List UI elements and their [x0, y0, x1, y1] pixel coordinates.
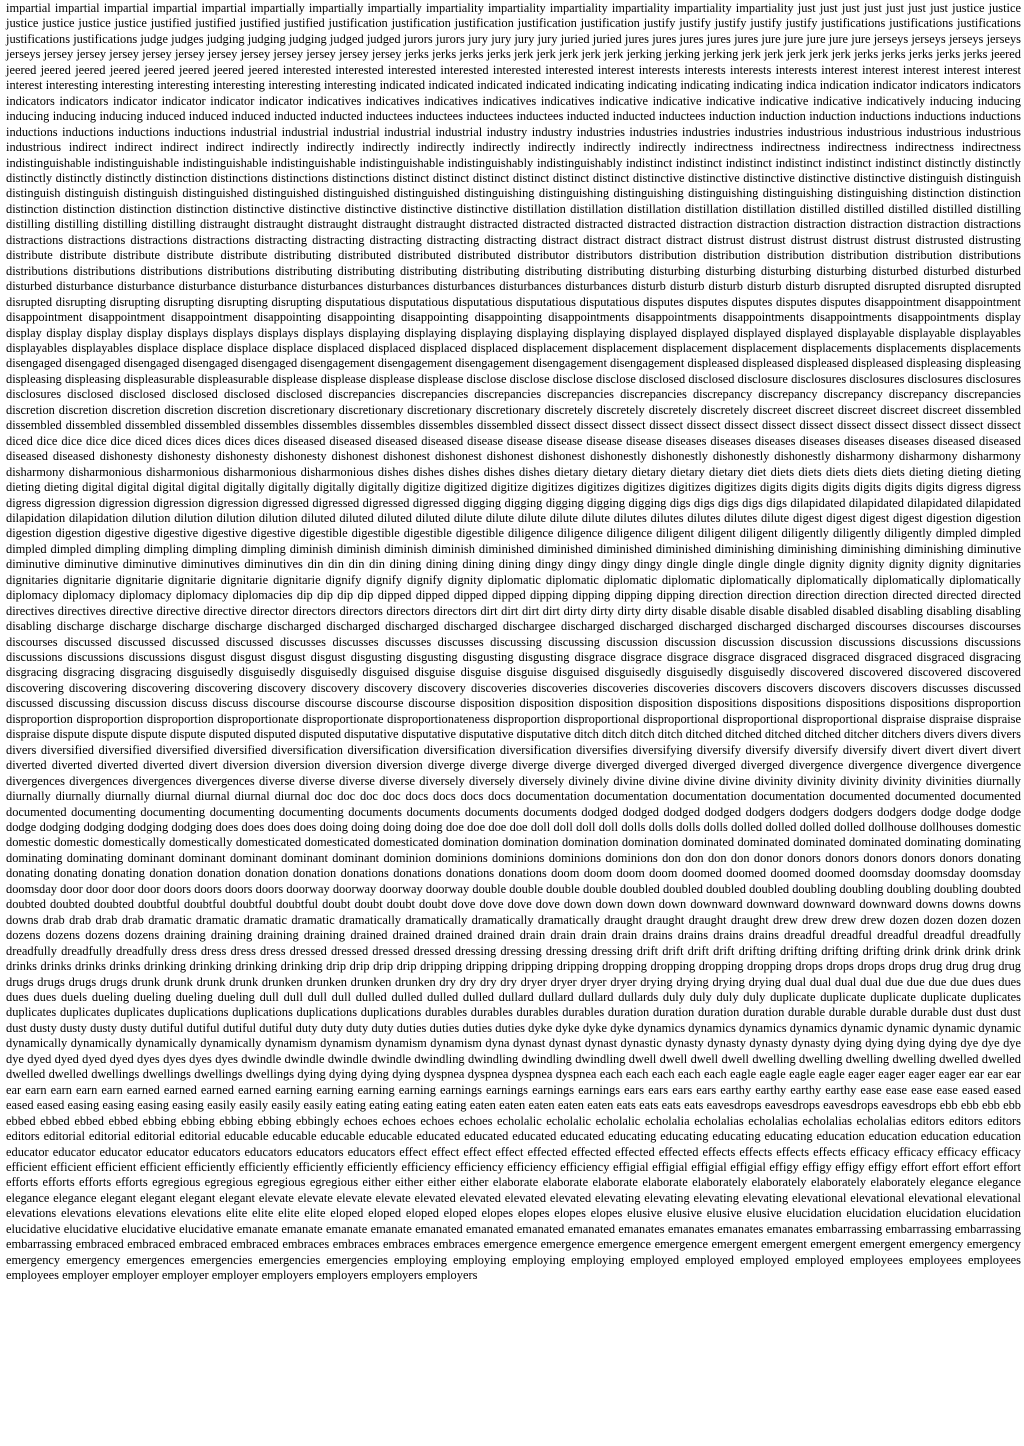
word-list-text: impartial impartial impartial impartial impartial impartially impartially impartially impartiality impartiality impartiality impartiality impartiality impartiality just just just just just just just justice justice justice justice justice justice justified justified justified justified justification justification justification justification justification justify justify justify justify justify justifications justifications justifications justifications justifications judge judges judging judging judging judged judged jurors jurors jury jury jury jury juried juried jures jures jures jures jures jure jure jure jure jure jerseys jerseys jerseys jerseys jerseys jersey jersey jersey jersey jersey jersey jersey jersey jersey jersey jersey jerks jerks jerks jerks jerk jerk jerk jerk jerk jerking jerking jerking jerk jerk jerk jerk jerk jerks jerks jerks jerks jerks jeered jeered jeered jeered jeered jeered jeered jeered jeered interested interested interested interested interested interested interest interests interests interests interests interest interest interest interest interest interest interesting interesting interesting interesting interesting interesting indicated indicated indicated indicated indicating indicating indicating indicating indica indication indicator indicators indicators indicators indicators indicator indicator indicator indicator indicatives indicatives indicatives indicatives indicatives indicative indicative indicative indicative indicative indicatively inducing inducing inducing inducing inducing induced induced induced inducted inducted inductees inductees inductees inductees inducted inducted inductees induction induction induction inductions inductions inductions inductions inductions inductions inductions industrial industrial industrial industrial industrial industry industry industries industries industries industries industrious industrious industrious industrious industrious indirect indirect indirect indirect indirectly indirectly indirectly indirectly indirectly indirectly indirectly indirectly indirectness indirectness indirectness indirectness indirectness indistinguishable indistinguishable indistinguishable indistinguishable indistinguishable indistinguishably indistinguishably indistinct indistinct indistinct indistinct indistinct indistinct distinctly distinctly distinctly distinctly distinctly distinction distinctions distinctions distinctions distinct distinct distinct distinct distinct distinct distinctive distinctive distinctive distinctive distinctive distinguish distinguish distinguish distinguish distinguish distinguished distinguished distinguished distinguished distinguishing distinguishing distinguishing distinguishing distinguishing distinguishing distinction distinction distinction distinction distinction distinction distinctive distinctive distinctive distinctive distinctive distillation distillation distillation distillation distillation distilled distilled distilled distilled distilling distilling distilling distilling distilling distraught distraught distraught distraught distraught distracted distracted distracted distracted distraction distraction distraction distraction distraction distractions distractions distractions distractions distractions distracting distracting distracting distracting distracting distract distract distract distract distrust distrust distrust distrust distrust distrusted distrusting distribute distribute distribute distribute distribute distributing distributed distributed distributed distributor distributors distribution distribution distribution distribution distribution distributions distributions distributions distributions distributions distributing distributing distributing distributing distributing distributing disturbing disturbing disturbing disturbing disturbed disturbed disturbed disturbed disturbance disturbance disturbance disturbance disturbances disturbances disturbances disturbances disturbances disturb disturb disturb disturb disturb disrupted disrupted disrupted disrupted disrupted disrupting disrupting disrupting disrupting disrupting disputatious disputatious disputatious disputatious disputatious disputes disputes disputes disputes disputes disappointment disappointment disappointment disappointment disappointment disappointing disappointing disappointing disappointing disappointments disappointments disappointments disappointments disappointments display display display display display displays displays displays displays displaying displaying displaying displaying displaying displayed displayed displayed displayed displayable displayable displayables displayables displayables displace displace displace displace displaced displaced displaced displaced displacement displacement displacement displacement displacements displacements displacements disengaged disengaged disengaged disengaged disengaged disengagement disengagement disengagement disengagement disengagement displeased displeased displeased displeased displeasing displeasing displeasing displeasing displeasurable displeasurable displease displease displease displease disclose disclose disclose disclose disclosed disclosed disclosure disclosures disclosures disclosures disclosures disclosures disclosed disclosed disclosed disclosed disclosed discrepancies discrepancies discrepancies discrepancies discrepancies discrepancy discrepancy discrepancy discrepancy discrepancies discretion discretion discretion discretion discretion discretionary discretionary discretionary discretionary discretely discretely discretely discretely discreet discreet discreet discreet discreet dissembled dissembled dissembled dissembled dissembled dissembles dissembles dissembles dissembles dissembled dissect dissect dissect dissect dissect dissect dissect dissect dissect dissect dissect dissect dissect diced dice dice dice dice diced dices dices dices dices diseased diseased diseased diseased disease disease disease disease disease diseases diseases diseases diseases diseases diseases diseased diseased diseased diseased dishonesty dishonesty dishonesty dishonesty dishonest dishonest dishonest dishonest dishonest dishonestly dishonestly dishonestly dishonestly disharmony disharmony disharmony disharmony disharmonious disharmonious disharmonious disharmonious dishes dishes dishes dishes dishes dietary dietary dietary dietary dietary diet diets diets diets diets diets dieting dieting dieting dieting dieting digital digital digital digital digitally digitally digitally digitally digitize digitized digitize digitizes digitizes digitizes digitizes digitizes digits digits digits digits digits digits digress digress digress digression digression digression digression digressed digressed digressed digressed digging digging digging digging digging digs digs digs digs digs dilapidated dilapidated dilapidated dilapidated dilapidation dilapidation dilution dilution dilution dilution diluted diluted diluted diluted dilute dilute dilute dilute dilute dilutes dilutes dilutes dilutes dilute digest digest digest digest digestion digestion digestion digestion digestive digestive digestive digestive digestible digestible digestible digestible diligence diligence diligence diligent diligent diligent diligently diligently diligently dimpled dimpled dimpled dimpled dimpling dimpling dimpling dimpling diminish diminish diminish diminish diminished diminished diminished diminished diminishing diminishing diminishing diminishing diminutive diminutive diminutive diminutive diminutives diminutives din din din din dining dining dining dining dingy dingy dingy dingy dingle dingle dingle dingle dignity dignity dignity dignity dignitaries dignitaries dignitarie dignitarie dignitarie dignitarie dignitarie dignify dignify dignify dignity diplomatic diplomatic diplomatic diplomatic diplomatically diplomatically diplomatically diplomatically diplomacy diplomacy diplomacy diplomacy diplomacies dip dip dip dip dipped dipped dipped dipped dipping dipping dipping dipping direction direction direction direction directed directed directed directives directives directive directive directive director directors directors directors directors dirt dirt dirt dirt dirty dirty dirty dirty disable disable disable disabled disabled disabling disabling disabling disabling discharge discharge discharge discharge discharged discharged discharged discharged dischargee discharged discharged discharged discharged discharged discourses discourses discourses discourses discussed discussed discussed discussed discusses discusses discusses discusses discussing discussing discussion discussion discussion discussion discussions discussions discussions discussions discussions discussions disgust disgust disgust disgust disgusting disgusting disgusting disgusting disgrace disgrace disgrace disgrace disgraced disgraced disgraced disgraced disgracing disgracing disgracing disgracing disguisedly disguisedly disguisedly disguised disguise disguise disguise disguised disguisedly disguisedly disguisedly discovered discovered discovered discovered discovering discovering discovering discovering discovery discovery discovery discovery discoveries discoveries discoveries discoveries discovers discovers discovers discovers discusses discussed discussed discussing discussion discuss discuss discourse discourse discourse discourse disposition disposition disposition disposition dispositions dispositions dispositions dispositions disproportion disproportion disproportion disproportion disproportionate disproportionate disproportionateness disproportion disproportional disproportional disproportional disproportional dispraise dispraise dispraise dispraise dispute dispute dispute dispute disputed disputed disputed disputative disputative disputative disputative ditch ditch ditch ditch ditched ditched ditched ditched ditcher ditchers divers divers divers divers diversified diversified diversified diversified diversification diversification diversification diversification diversifies diversifying diversify diversify diversify diversify divert divert divert divert diverted diverted diverted diverted divert diversion diversion diversion diversion diverge diverge diverge diverge diverged diverged diverged diverged divergence divergence divergence divergence divergences divergences divergences divergences diverse diverse diverse diverse diversely diversely diversely divinely divine divine divine divine divinity divinity divinity divinity divinities diurnally diurnally diurnally diurnally diurnal diurnal diurnal diurnal doc doc doc doc docs docs docs docs documentation documentation documentation documentation documented documented documented documented documenting documenting documenting documenting documents documents documents documents dodged dodged dodged dodged dodgers dodgers dodgers dodgers dodge dodge dodge dodge dodging dodging dodging dodging does does does does doing doing doing doing doe doe doe doe doll doll doll doll dolls dolls dolls dolls dolled dolled dolled dolled dollhouse dollhouses domestic domestic domestic domestically domestically domesticated domesticated domesticated domination domination domination domination dominated dominated dominated dominated dominating dominating dominating dominating dominant dominant dominant dominant dominant dominion dominions dominions dominions dominions don don don don donor donors donors donors donors donors donating donating donating donating donation donation donation donation donations donations donations donations doom doom doom doom doomed doomed doomed doomed doomsday doomsday doomsday doomsday door door door door doors doors doors doors doorway doorway doorway doorway double double double double doubled doubled doubled doubled doubling doubling doubling doubling doubted doubted doubted doubted doubtful doubtful doubtful doubtful doubt doubt doubt doubt dove dove dove dove down down down down downward downward downward downward downs downs downs downs drab drab drab drab dramatic dramatic dramatic dramatic dramatically dramatically dramatically dramatically draught draught draught draught drew drew drew drew dozen dozen dozen dozen dozens dozens dozens dozens draining draining draining draining drained drained drained drained drain drain drain drain drains drains drains drains dreadful dreadful dreadful dreadful dreadfully dreadfully dreadfully dreadfully dress dress dress dress dressed dressed dressed dressed dressing dressing dressing dressing drift drift drift drift drifting drifting drifting drifting drink drink drink drink drinks drinks drinks drinks drinking drinking drinking drinking drip drip drip drip dripping dripping dripping dripping dropping dropping dropping dropping drops drops drops drops drug drug drug drug drugs drugs drugs drugs drunk drunk drunk drunk drunken drunken drunken drunken dry dry dry dry dryer dryer dryer dryer drying drying drying drying dual dual dual dual due due due due dues dues dues dues duels dueling dueling dueling dueling dull dull dull dull dulled dulled dulled dulled dullard dullard dullard dullards duly duly duly duly duplicate duplicate duplicate duplicate duplicates duplicates duplicates duplicates duplications duplications duplications duplications durables durables durables durables duration duration duration duration durable durable durable durable dust dust dust dust dusty dusty dusty dusty dutiful dutiful dutiful dutiful duty duty duty duty duties duties duties duties dyke dyke dyke dyke dynamics dynamics dynamics dynamics dynamic dynamic dynamic dynamic dynamically dynamically dynamically dynamically dynamism dynamism dynamism dynamism dyna dynast dynast dynast dynastic dynasty dynasty dynasty dynasty dying dying dying dying dye dye dye dye dyed dyed dyed dyed dyes dyes dyes dyes dwindle dwindle dwindle dwindle dwindling dwindling dwindling dwindling dwell dwell dwell dwell dwelling dwelling dwelling dwelling dwelled dwelled dwelled dwelled dwellings dwellings dwellings dwellings dying dying dying dying dyspnea dyspnea dyspnea dyspnea each each each each each eagle eagle eagle eagle eager eager eager eager ear ear ear ear earn earn earn earn earned earned earned earned earning earning earning earning earnings earnings earnings earnings ears ears ears ears earthy earthy earthy earthy ease ease ease ease eased eased eased eased easing easing easing easing easily easily easily easily eating eating eating eating eaten eaten eaten eaten eaten eats eats eats eats eavesdrops eavesdrops eavesdrops eavesdrops ebb ebb ebb ebb ebbed ebbed ebbed ebbed ebbing ebbing ebbing ebbing ebbingly echoes echoes echoes echoes echolalic echolalic echolalic echolalia echolalias echolalias echolalias echolalias editors editors editors editors editorial editorial editorial editorial educable educable educable educable educated educated educated educated educating educating educating educating education education education education educator educator educator educator educators educators educators educators effect effect effect effect effected effected effected effected effects effects effects effects efficacy efficacy efficacy efficacy efficient efficient efficient efficient efficiently efficiently efficiently efficiently efficiency efficiency efficiency efficiency effigial effigial effigial effigial effigy effigy effigy effigy effort effort effort effort efforts efforts efforts efforts egregious egregious egregious egregious either either either either elaborate elaborate elaborate elaborate elaborately elaborately elaborately elaborately elegance elegance elegance elegance elegant elegant elegant elegant elevate elevate elevate elevate elevated elevated elevated elevated elevating elevating elevating elevating elevational elevational elevational elevational elevations elevations elevations elevations elite elite elite elite eloped eloped eloped eloped elopes elopes elopes elopes elusive elusive elusive elusive elucidation elucidation elucidation elucidation elucidative elucidative elucidative elucidative emanate emanate emanate emanate emanated emanated emanated emanated emanates emanates emanates emanates embarrassing embarrassing embarrassing embarrassing embraced embraced embraced embraced embraces embraces embraces embraces emergence emergence emergence emergence emergent emergent emergent emergent emergency emergency emergency emergency emergences emergencies emergencies emergencies employing employing employing employing employed employed employed employed employees employees employees employees employer employer employer employer employers employers employers employers: [6, 1, 1021, 1283]
